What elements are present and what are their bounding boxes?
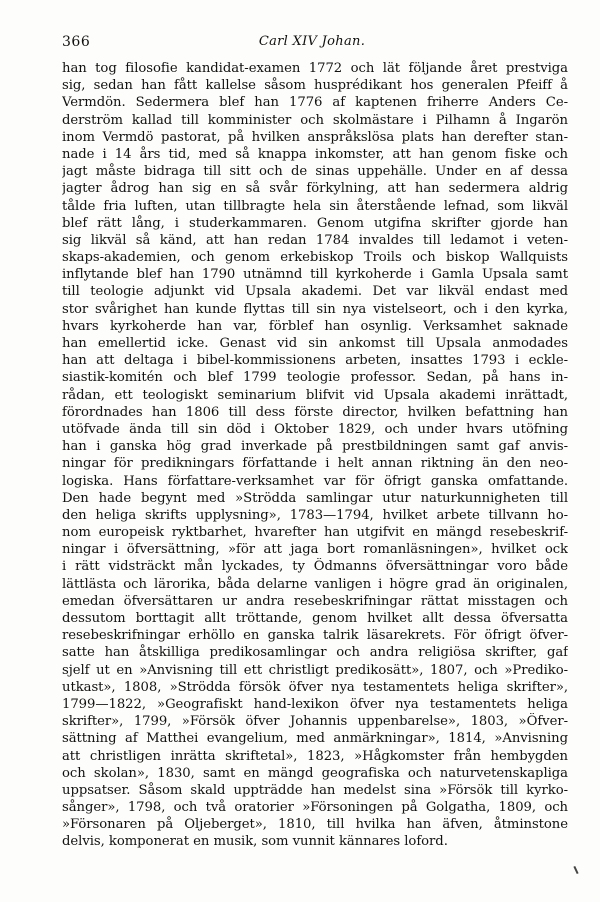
text-line: tålde fria luften, utan tillbragte hela sin återstående lefnad, som likväl xyxy=(62,198,568,214)
text-line: sig, sedan han fått kallelse såsom husprédikant hos generalen Pfeiff å xyxy=(62,78,568,94)
text-line: delvis, komponerat en musik, som vunnit kännares loford. xyxy=(62,834,448,850)
text-line: inflytande blef han 1790 utnämnd till kyrkoherde i Gamla Upsala samt xyxy=(62,267,568,283)
running-title: Carl XIV Johan. xyxy=(258,34,366,49)
running-head xyxy=(62,34,562,54)
text-line: siastik-komitén och blef 1799 teologie professor. Sedan, på hans in- xyxy=(62,370,568,386)
text-line: i rätt vidsträckt mån lyckades, ty Ödmanns öfversättningar voro både xyxy=(62,559,568,575)
text-line: uppsatser. Såsom skald uppträdde han medelst sina »Försök till kyrko- xyxy=(62,782,568,798)
text-line: han att deltaga i bibel-kommissionens arbeten, insattes 1793 i eckle- xyxy=(62,353,568,369)
text-line: inom Vermdö pastorat, på hvilken anspråkslösa plats han derefter stan- xyxy=(62,129,568,145)
text-line: rådan, ett teologiskt seminarium blifvit vid Upsala akademi inrättadt, xyxy=(62,387,568,403)
text-line: »Försonaren på Oljeberget», 1810, till hvilka han äfven, åtminstone xyxy=(62,817,568,833)
text-line: skaps-akademien, och genom erkebiskop Troils och biskop Wallquists xyxy=(62,250,568,266)
text-line: resebeskrifningar erhöllo en ganska talrik läsarekrets. För öfrigt öfver- xyxy=(62,628,568,644)
text-line: ningar i öfversättning, »för att jaga bort romanläsningen», hvilket ock xyxy=(62,542,568,558)
text-line: den heliga skrifts upplysning», 1783—1794, hvilket arbete tillvann ho- xyxy=(62,507,568,523)
text-line: han emellertid icke. Genast vid sin ankomst till Upsala anmodades xyxy=(62,336,568,351)
text-line: satte han åtskilliga predikosamlingar och andra religiösa skrifter, gaf xyxy=(62,645,568,661)
text-line: stor svårighet han kunde flyttas till sin nya vistelseort, och i den kyrka, xyxy=(62,301,568,317)
text-line: nade i 14 års tid, med så knappa inkomster, att han genom fiske och xyxy=(62,146,568,162)
text-line: han i ganska hög grad inverkade på prestbildningen samt gaf anvis- xyxy=(62,439,568,455)
text-line: ningar för predikningars författande i helt annan riktning än den neo- xyxy=(62,456,568,472)
text-line: sjelf ut en »Anvisning till ett christligt predikosätt», 1807, och »Prediko- xyxy=(62,662,568,678)
text-line: blef rätt lång, i studerkammaren. Genom utgifna skrifter gjorde han xyxy=(62,215,568,231)
text-line: utöfvade ända till sin död i Oktober 1829, och under hvars utöfning xyxy=(62,421,568,437)
text-line: utkast», 1808, »Strödda försök öfver nya testamentets heliga skrifter», xyxy=(62,679,568,695)
text-line: jagt måste bidraga till sitt och de sinas uppehälle. Under en af dessa xyxy=(62,164,568,180)
text-line: dessutom borttagit allt tröttande, genom hvilket allt dessa öfversatta xyxy=(62,611,568,626)
text-line: till teologie adjunkt vid Upsala akademi. Det var likväl endast med xyxy=(62,284,568,300)
body-text xyxy=(62,60,568,851)
text-line: hvars kyrkoherde han var, förblef han osynlig. Verksamhet saknade xyxy=(62,318,568,334)
text-line: lättlästa och lärorika, båda delarne vanligen i högre grad än originalen, xyxy=(62,576,568,592)
text-line: Vermdön. Sedermera blef han 1776 af kaptenen friherre Anders Ce- xyxy=(62,95,568,111)
text-line: att christligen inrätta skriftetal», 1823, »Hågkomster från hembygden xyxy=(62,748,568,764)
text-line: logiska. Hans författare-verksamhet var för öfrigt ganska omfattande. xyxy=(62,473,568,489)
text-line: sig likväl så känd, att han redan 1784 invaldes till ledamot i veten- xyxy=(62,232,568,248)
text-line: skrifter», 1799, »Försök öfver Johannis uppenbarelse», 1803, »Öfver- xyxy=(62,714,568,730)
text-line: Den hade begynt med »Strödda samlingar utur naturkunnigheten till xyxy=(62,490,568,506)
text-line: han tog filosofie kandidat-examen 1772 och lät följande året prestviga xyxy=(62,61,568,76)
text-line: jagter ådrog han sig en så svår förkylning, att han sedermera aldrig xyxy=(62,181,568,197)
text-line: nom europeisk ryktbarhet, hvarefter han utgifvit en mängd resebeskrif- xyxy=(62,525,568,541)
scan-mark xyxy=(573,866,578,874)
text-line: emedan öfversättaren ur andra resebeskrifningar rättat misstagen och xyxy=(62,593,568,609)
text-line: sånger», 1798, och två oratorier »Försoningen på Golgatha, 1809, och xyxy=(62,800,568,816)
text-line: och skolan», 1830, samt en mängd geografiska och naturvetenskapliga xyxy=(62,765,568,781)
page-number: 366 xyxy=(62,34,91,50)
text-line: 1799—1822, »Geografiskt hand-lexikon öfver nya testamentets heliga xyxy=(62,696,568,712)
text-line: derström kallad till komminister och skolmästare i Pilhamn å Ingarön xyxy=(62,112,568,128)
text-line: sättning af Matthei evangelium, med anmärkningar», 1814, »Anvisning xyxy=(62,731,568,747)
text-line: förordnades han 1806 till dess förste director, hvilken befattning han xyxy=(62,404,568,420)
